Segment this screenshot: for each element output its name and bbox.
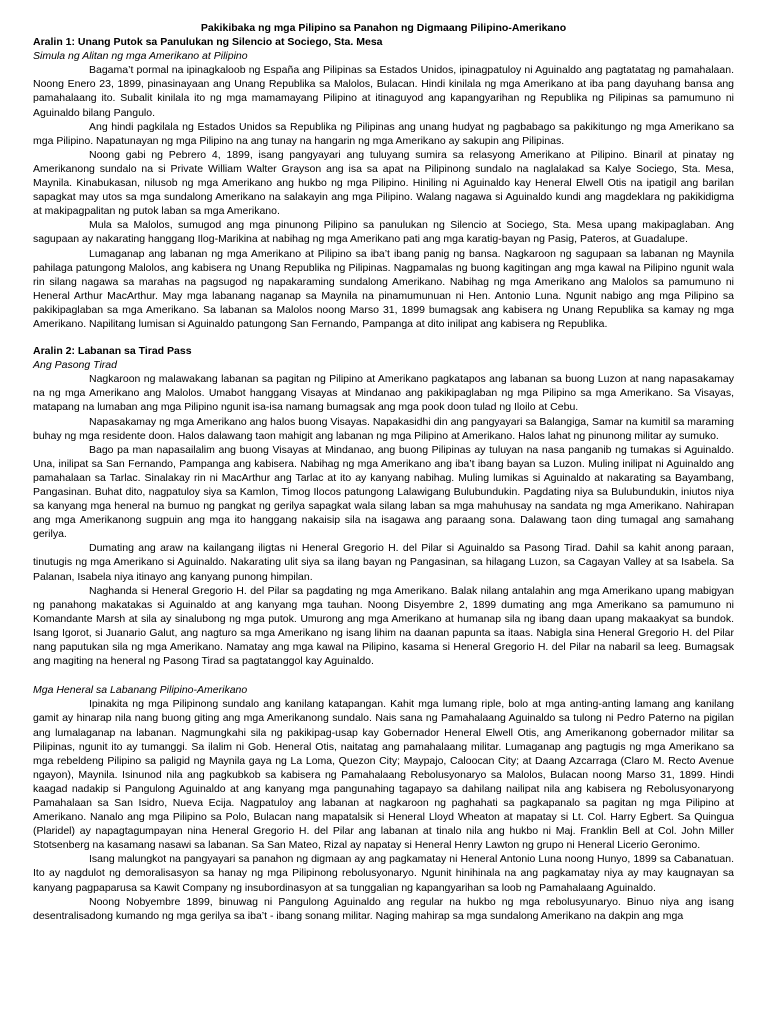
paragraph: Lumaganap ang labanan ng mga Amerikano at Pilipino sa iba’t ibang panig ng bansa. Nagkaroon ng sagupaan sa labanan ng Maynila pahilaga patungong Malolos, ang kabisera ng Unang Republika ng Pilipinas. Nagpamalas ng buong kagitingan ang mga kawal na Pilipino ngunit wala rin silang nagawa sa marahas na pagsugod ng napakaraming sundalong Amerikano. Nabihag ng mga Amerikano ang Malolos sa pamumuno ni Heneral Arthur MacArthur. May mga labanang naganap sa Maynila na pinamumunuan ni Hen. Antonio Luna. Ngunit nabigo ang mga Pilipino sa pakikipaglaban sa mga Amerikano. Sa labanan sa Malolos noong Marso 31, 1899 bumagsak ang kabisera ng Unang Republika sa kamay ng mga Amerikano. Napilitang lumisan si Aguinaldo patungong San Fernando, Pampanga at dito inilipat ang kabisera ng Republika. [33, 247, 734, 330]
paragraph: Nagkaroon ng malawakang labanan sa pagitan ng Pilipino at Amerikano pagkatapos ang labanan sa buong Luzon at nang napasakamay na ng mga Amerikano ang Malolos. Umabot hanggang Visayas at Mindanao ang pakikipaglaban ng mga Pilipino sa mga Amerikano. Sa Visayas, matapang na lumaban ang mga Pilipino ngunit isa-isa namang bumagsak ang mga pook doon tulad ng Iloilo at Cebu. [33, 373, 734, 414]
lesson2-heading: Aralin 2: Labanan sa Tirad Pass [33, 345, 192, 358]
paragraph: Dumating ang araw na kailangang iligtas ni Heneral Gregorio H. del Pilar si Aguinaldo sa Pasong Tirad. Dahil sa kahit anong paraan, tinutugis ng mga Amerikano si Aguinaldo. Nakarating ulit siya sa ilang bayan ng Pangasinan, sa hilagang Luzon, sa Cagayan Valley at sa Isabela. Sa Palanan, Isabela niya itinayo ang kanyang punong himpilan. [33, 542, 734, 583]
lesson2-subheading-generals: Mga Heneral sa Labanang Pilipino-Amerikano [33, 684, 248, 697]
paragraph: Ang hindi pagkilala ng Estados Unidos sa Republika ng Pilipinas ang unang hudyat ng pagbabago sa pakikitungo ng mga Amerikano sa mga Pilipino. Napatunayan ng mga Pilipino na ang tunay na hangarin ng mga Amerikano ay sakupin ang Pilipinas. [33, 120, 734, 147]
paragraph: Napasakamay ng mga Amerikano ang halos buong Visayas. Napakasidhi din ang pangyayari sa Balangiga, Samar na kumitil sa maraming buhay ng mga residente doon. Halos dalawang taon mahigit ang labanan ng mga Pilipino at Amerikano. Halos lahat ng pinunong militar ay sumuko. [33, 415, 734, 442]
document-title: Pakikibaka ng mga Pilipino sa Panahon ng Digmaang Pilipino-Amerikano [200, 22, 567, 34]
lesson2-subheading: Ang Pasong Tirad [33, 359, 117, 372]
section-spacer [33, 331, 734, 344]
lesson1-subheading: Simula ng Alitan ng mga Amerikano at Pilipino [33, 50, 248, 63]
paragraph: Bago pa man napasailalim ang buong Visayas at Mindanao, ang buong Pilipinas ay tuluyan na nasa panganib ng tumakas si Aguinaldo. Una, inilipat sa San Fernando, Pampanga ang kabisera. Nabihag ng mga Amerikano ang iba’t ibang bayan sa Luzon. Muling inilipat ni Aguinaldo ang pamahalaan sa Tarlac. Sinalakay rin ni MacArthur ang Tarlac at ito ay kanyang nabihag. Muling lumikas si Aguinaldo at nakarating sa Bayambang, Pangasinan. Buhat dito, nagpatuloy siya sa Kamlon, Timog Ilocos patungong Lalawigang Bulubundukin. Pagdating niya sa Bulubundukin, iniutos niya sa kanyang mga heneral na bumuo ng pangkat ng gerilya sapagkat wala silang laban sa mga mahuhusay na sandata ng mga Amerikano. Nahirapan ang mga Amerikanong sugpuin ang mga ito hanggang nakaisip sila na isagawa ang paraang sona. Dalawang taon ding tumagal ang samahang gerilya. [33, 443, 734, 541]
lesson1-heading: Aralin 1: Unang Putok sa Panulukan ng Silencio at Sociego, Sta. Mesa [33, 36, 383, 49]
paragraph: Noong gabi ng Pebrero 4, 1899, isang pangyayari ang tuluyang sumira sa relasyong Amerikano at Pilipino. Binaril at pinatay ng Amerikanong sundalo na si Private William Walter Grayson ang isa sa apat na Pilipinong sundalo na naglalakad sa Kalye Sociego, Sta. Mesa, Maynila. Kinabukasan, nilusob ng mga Amerikano ang hukbo ng mga Pilipino. Hiniling ni Aguinaldo kay Heneral Elwell Otis na ipatigil ang barilan sapagkat may utos sa mga sundalong Amerikano na salakayin ang mga Pilipino. Walang nagawa si Aguinaldo kundi ang magdeklara ng pakikidigma at makipagpalitan ng putok laban sa mga Amerikano. [33, 148, 734, 218]
paragraph: Bagama’t pormal na ipinagkaloob ng España ang Pilipinas sa Estados Unidos, ipinagpatuloy ni Aguinaldo ang pagtatatag ng pamahalaan. Noong Enero 23, 1899, pinasinayaan ang Unang Republika sa Malolos, Bulacan. Hindi kinilala ng mga Amerikano at iba pang dayuhang bansa ang pamahalaang ito. Subalit kinilala ito ng mga mamamayang Pilipino at itinaguyod ang kapangyarihan ng Republika ng Pilipinas sa pamumuno ni Aguinaldo bilang Pangulo. [33, 64, 734, 119]
paragraph: Mula sa Malolos, sumugod ang mga pinunong Pilipino sa panulukan ng Silencio at Sociego, Sta. Mesa upang makipaglaban. Ang sagupaan ay nakarating hanggang Ilog-Marikina at nabihag ng mga Amerikano pati ang mga karatig-bayan ng Pasig, Pateros, at Guadalupe. [33, 219, 734, 246]
section-spacer [33, 668, 734, 683]
paragraph: Naghanda si Heneral Gregorio H. del Pilar sa pagdating ng mga Amerikano. Balak nilang antalahin ang mga Amerikano upang mabigyan ng panahong makatakas si Aguinaldo at ang kanyang mga tauhan. Noong Disyembre 2, 1899 dumating ang mga Amerikano sa pamumuno ni Komandante Marsh at sila ay sinalubong ng mga putok. Umurong ang mga Amerikano at humanap sila ng ibang daan upang makaakyat sa bundok. Isang Igorot, si Juanario Galut, ang nagturo sa mga Amerikano ng isang lihim na daanan papunta sa itaas. Nabigla sina Heneral Gregorio H. del Pilar nang paputukan sila ng mga Amerikano. Namatay ang mga kawal na Pilipino, kasama si Heneral Gregorio H. del Pilar na nabaril sa leeg. Bumagsak ang magiting na heneral ng Pasong Tirad sa pagtatanggol kay Aguinaldo. [33, 584, 734, 668]
paragraph: Ipinakita ng mga Pilipinong sundalo ang kanilang katapangan. Kahit mga lumang riple, bolo at mga anting-anting lamang ang kanilang gamit ay hinarap nila nang buong giting ang mga Amerikanong sundalo. Nais sana ng Pamahalaang Aguinaldo sa tulong ni Pedro Paterno na pigilan ang lumalaganap na labanan. Nagmungkahi sila ng pakikipag-usap kay Gobernador Heneral Elwell Otis, ang Amerikanong gobernador militar sa Pilipinas, ngunit ito ay tumanggi. Sa ilalim ni Gob. Heneral Otis, naitatag ang pamahalaang militar. Lumaganap ang pagtugis ng mga Amerikano sa mga rebeldeng Pilipino sa paligid ng Maynila gaya ng La Loma, Quezon City; Maypajo, Caloocan City; at Daang Azcarraga (Claro M. Recto Avenue ngayon), Maynila. Isinunod nila ang pagkubkob sa kabisera ng Pamahalaang Rebolusyonaryo sa Malolos, Bulacan noong Marso 31, 1899. Hindi kaagad nadakip si Pangulong Aguinaldo at ang kanyang mga pangunahing tagapayo sa dahilang nailipat nila ang kabisera ng Rebolusyonaryong Pamahalaan sa San Isidro, Nueva Ecija. Nagpatuloy ang labanan at nagkaroon ng paghahati sa pagkapanalo sa pagitan ng mga Pilipino at Amerikano. Nanalo ang mga Pilipino sa Polo, Bulacan nang mapatalsik si Heneral Lloyd Wheaton at mapatay si Lt. Col. Harry Egbert. Sa Quingua (Plaridel) ay napagtagumpayan nina Heneral Gregorio H. del Pilar ang labanan at tinalo nila ang hukbo ni Maj. Franklin Bell at Col. John Miller Stotsenberg na kasamang nasawi sa labanan. Sa San Mateo, Rizal ay napatay si Heneral Henry Lawton ng grupo ni Heneral Licerio Geronimo. [33, 698, 734, 852]
paragraph: Isang malungkot na pangyayari sa panahon ng digmaan ay ang pagkamatay ni Heneral Antonio Luna noong Hunyo, 1899 sa Cabanatuan. Ito ay nagdulot ng demoralisasyon sa hanay ng mga Pilipinong rebolusyonaryo. Ngunit hinihinala na ang pagkamatay niya ay may kaugnayan sa kanyang pagpaparusa sa Kawit Company ng insubordinasyon at sa tunggalian ng kapangyarihan sa loob ng Pamahalaang Aguinaldo. [33, 853, 734, 894]
paragraph: Noong Nobyembre 1899, binuwag ni Pangulong Aguinaldo ang regular na hukbo ng mga rebolusyunaryo. Binuo niya ang isang desentralisadong kumando ng mga gerilya sa iba’t - ibang sonang militar. Naging mahirap sa mga sundalong Amerikano na dakpin ang mga [33, 895, 734, 922]
